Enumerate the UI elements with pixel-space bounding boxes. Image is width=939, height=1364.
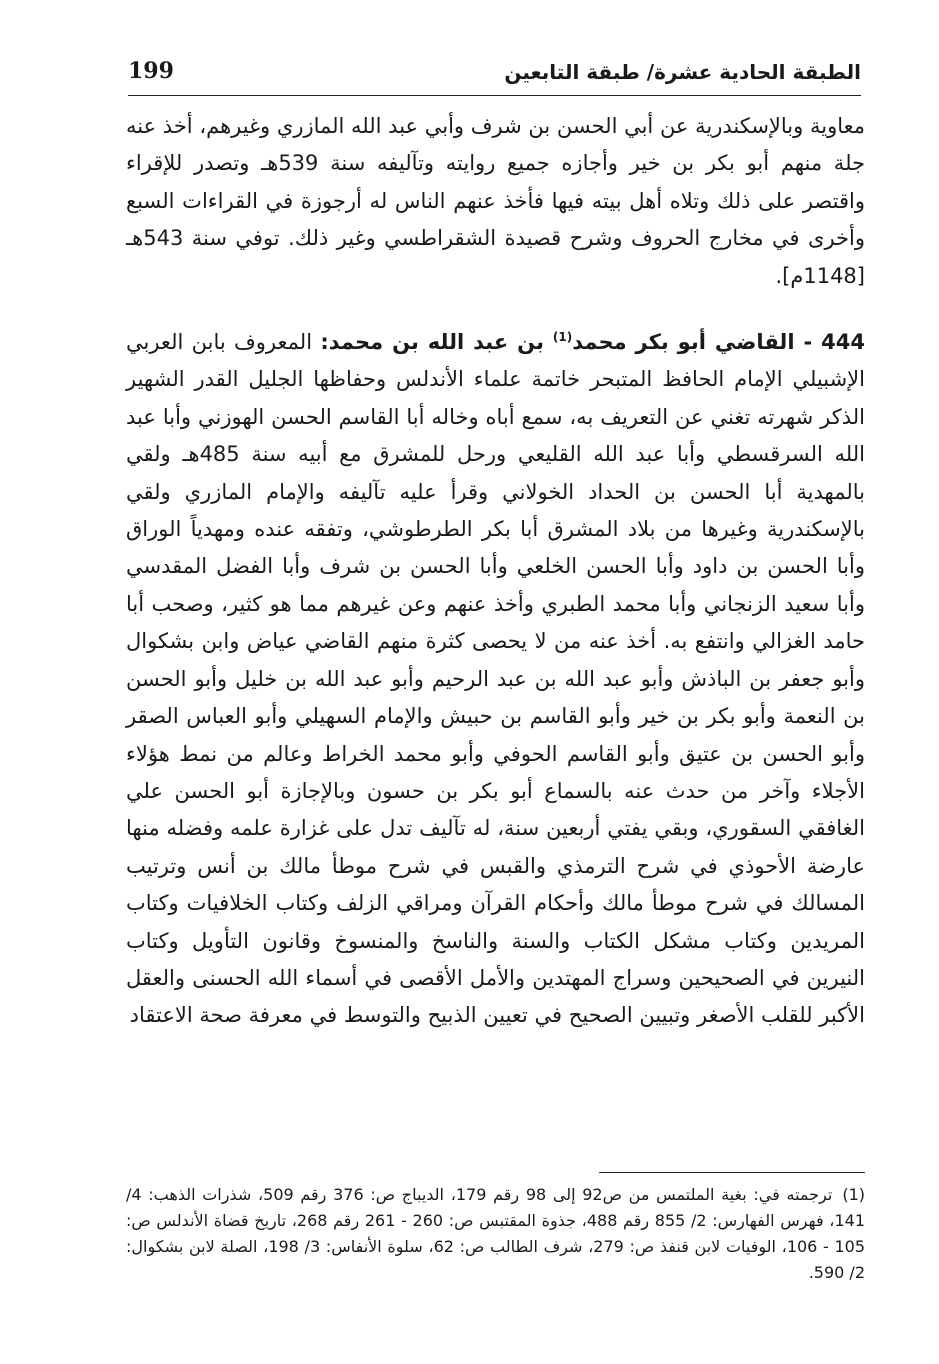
page-number: 199	[128, 58, 174, 84]
running-title: الطبقة الحادية عشرة/ طبقة التابعين	[504, 60, 861, 84]
footnote-text: ترجمته في: بغية الملتمس من ص92 إلى 98 رقم 179، الديباج ص: 376 رقم 509، شذرات الذهب: 4/ 141، فهرس الفهارس: 2/ 855 رقم 488، جذوة المقتبس ص: 260 - 261 رقم 268، تاريخ قضاة الأندلس ص: 105 - 106، الوفيات لابن قنفذ ص: 279، شرف الطالب ص: 62، سلوة الأنفاس: 3/ 198، الصلة لابن بشكوال: 2/ 590.	[126, 1185, 866, 1282]
footnote-marker: (1)	[842, 1185, 866, 1204]
entry-paragraph	[126, 319, 865, 1035]
entry-heading	[320, 330, 865, 354]
footnote-rule	[599, 1172, 865, 1173]
footnote-reference[interactable]: (1)	[552, 330, 573, 345]
entry-heading-rest: بن عبد الله بن محمد:	[320, 330, 553, 355]
entry-text: المعروف بابن العربي الإشبيلي الإمام الحافظ المتبحر خاتمة علماء الأندلس وحفاظها الجليل القدر الشهير الذكر شهرته تغني عن التعريف به، سمع أباه وخاله أبا القاسم الحسن الهوزني وأبا عبد الله السرقسطي وأبا عبد الله القليعي ورحل للمشرق مع أبيه سنة 485هـ ولقي بالمهدية أبا الحسن بن الحداد الخولاني وقرأ عليه تآليفه والإمام المازري ولقي بالإسكندرية وغيرها من بلاد المشرق أبا بكر الطرطوشي، وتفقه عنده ومهدياً الوراق وأبا الحسن بن داود وأبا الحسن الخلعي وأبا الحسن بن شرف وأبا الفضل المقدسي وأبا سعيد الزنجاني وأبا محمد الطبري وأخذ عنهم وعن غيرهم مما هو كثير، وصحب أبا حامد الغزالي وانتفع به. أخذ عنه من لا يحصى كثرة منهم القاضي عياض وابن بشكوال وأبو جعفر بن الباذش وأبو عبد الله بن عبد الرحيم وأبو عبد الله بن خليل وأبو الحسن بن النعمة وأبو بكر بن خير وأبو القاسم بن حبيش والإمام السهيلي وأبو العباس الصقر وأبو الحسن بن عتيق وأبو القاسم الحوفي وأبو محمد الخراط وعالم من نمط هؤلاء الأجلاء وآخر من حدث عنه بالسماع أبو بكر بن حسون وبالإجازة أبو الحسن علي الغافقي السقوري، وبقي يفتي أربعين سنة، له تآليف تدل على غزارة علمه وفضله منها عارضة الأحوذي في شرح الترمذي والقبس في شرح موطأ مالك بن أنس وترتيب المسالك في شرح موطأ مالك وأحكام القرآن ومراقي الزلف وكتاب الخلافيات وكتاب المريدين وكتاب مشكل الكتاب والسنة والناسخ والمنسوخ وقانون التأويل وكتاب النيرين في الصحيحين وسراج المهتدين والأمل الأقصى في أسماء الله الحسنى والعقل الأكبر للقلب الأصغر وتبيين الصحيح في تعيين الذبيح والتوسط في معرفة صحة الاعتقاد	[126, 330, 865, 1028]
continuation-paragraph: معاوية وبالإسكندرية عن أبي الحسن بن شرف وأبي عبد الله المازري وغيرهم، أخذ عنه جلة منهم أبو بكر بن خير وأجازه جميع روايته وتآليفه سنة 539هـ وتصدر للإقراء واقتصر على ذلك وتلاه أهل بيته فيها فأخذ عنهم الناس له أرجوزة في القراءات السبع وأخرى في مخارج الحروف وشرح قصيدة الشقراطسي وغير ذلك. توفي سنة 543هـ [1148م].	[126, 114, 866, 288]
entry-heading-name: 444 - القاضي أبو بكر محمد	[572, 330, 865, 355]
page-header	[128, 58, 861, 94]
footnotes	[126, 1182, 865, 1286]
footnote-1	[126, 1182, 865, 1286]
main-text	[126, 108, 865, 1035]
header-rule	[128, 95, 861, 96]
